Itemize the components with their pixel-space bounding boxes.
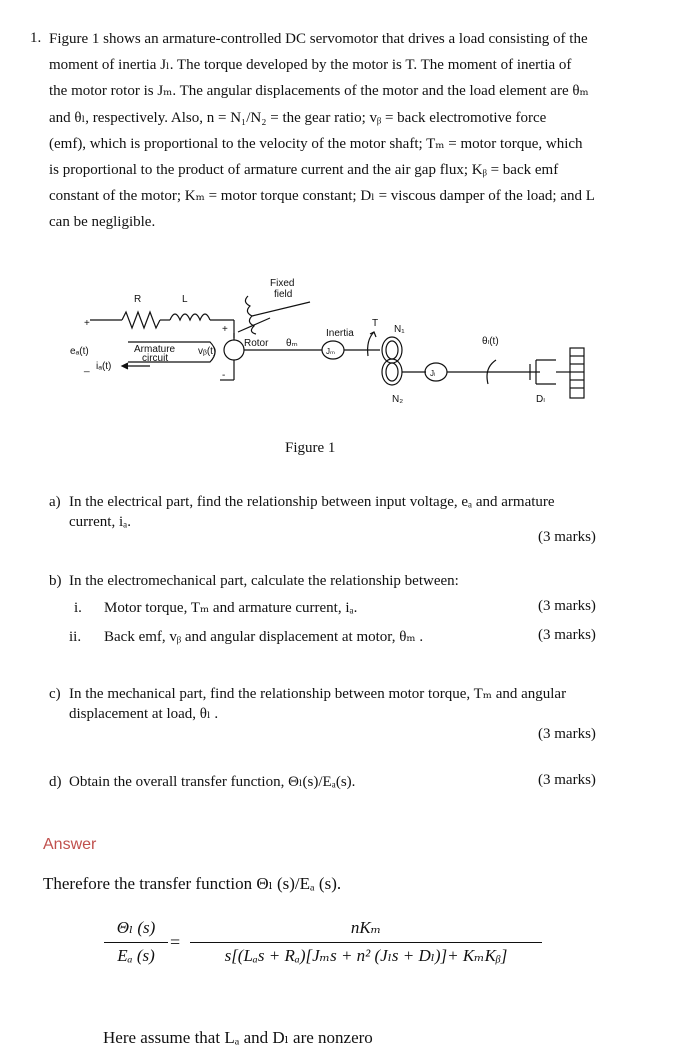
question-line-1: Figure 1 shows an armature-controlled DC servomotor that drives a load consisting of the [49, 31, 588, 47]
label-ea: eₐ(t) [70, 346, 89, 357]
label-fixed: Fixed [270, 278, 295, 289]
answer-heading: Answer [43, 836, 97, 853]
label-t: T [372, 318, 379, 329]
label-field: field [274, 289, 293, 300]
label-vb: vᵦ(t) [198, 346, 217, 357]
question-line-4: and θₗ, respectively. Also, n = N₁/N₂ = the gear ratio; vᵦ = back electromotive force [49, 109, 547, 126]
load-inertia [425, 363, 447, 381]
torque-arrow [368, 332, 374, 356]
question-line-7: constant of the motor; Kₘ = motor torque constant; Dₗ = viscous damper of the load; and L [49, 188, 595, 205]
question-number: 1. [30, 30, 42, 46]
part-a-marks: (3 marks) [538, 529, 596, 545]
part-b-i-marks: (3 marks) [538, 598, 596, 614]
label-dl: Dₗ [536, 394, 545, 405]
label-r: R [134, 294, 142, 305]
rhs-fraction-bar [190, 942, 542, 943]
question-line-2: moment of inertia Jₗ. The torque developed by the motor is T. The moment of inertia of [49, 57, 572, 74]
label-minus-right: - [222, 370, 226, 381]
label-jl: Jₗ [430, 369, 436, 378]
label-l: L [182, 294, 188, 305]
part-b-text: In the electromechanical part, calculate the relationship between: [69, 573, 459, 589]
question-text [49, 26, 609, 236]
part-a-line-2: current, iₐ. [69, 514, 131, 530]
part-d-label: d) [49, 774, 62, 790]
part-c-line-1: In the mechanical part, find the relationship between motor torque, Tₘ and angular [69, 686, 567, 702]
transfer-function-equation [104, 918, 544, 982]
lhs-numerator: Θₗ (s) [116, 918, 156, 937]
assumption-note: Here assume that Lₐ and Dₗ are nonzero [103, 1028, 373, 1047]
question-line-6: is proportional to the product of armature current and the air gap flux; Kᵦ = back emf [49, 162, 559, 179]
part-b-label: b) [49, 573, 62, 589]
part-b-ii-label: ii. [69, 629, 82, 645]
part-b-i-label: i. [74, 600, 82, 616]
transfer-function-statement: Therefore the transfer function Θₗ (s)/Eₐ (s). [43, 874, 342, 893]
figure-caption: Figure 1 [285, 440, 336, 456]
rhs-denominator: s[(Lₐs + Rₐ)[Jₘs + n² (Jₗs + Dₗ)]+ KₘKᵦ] [224, 946, 508, 965]
label-rotor: Rotor [244, 338, 269, 349]
lhs-fraction-bar [104, 942, 168, 943]
servomotor-diagram [70, 268, 590, 418]
part-c-line-2: displacement at load, θₗ . [69, 706, 219, 722]
label-n2: N₂ [392, 394, 404, 405]
label-n1: N₁ [394, 324, 405, 335]
part-b-ii-text: Back emf, vᵦ and angular displacement at motor, θₘ . [104, 629, 424, 645]
label-plus-left: + [84, 318, 90, 329]
part-c-label: c) [49, 686, 61, 702]
part-b-i-text: Motor torque, Tₘ and armature current, iₐ. [104, 600, 358, 616]
rhs-numerator: nKₘ [350, 918, 382, 937]
part-d-marks: (3 marks) [538, 772, 596, 788]
label-theta-l: θₗ(t) [482, 336, 499, 347]
resistor-symbol [122, 312, 160, 328]
question-line-5: (emf), which is proportional to the velocity of the motor shaft; Tₘ = motor torque, which [49, 135, 583, 152]
label-minus-left: _ [84, 362, 90, 373]
part-c-marks: (3 marks) [538, 726, 596, 742]
part-a-text [69, 492, 609, 532]
part-a-line-1: In the electrical part, find the relationship between input voltage, eₐ and armature [69, 494, 555, 510]
part-b-ii-marks: (3 marks) [538, 627, 596, 643]
label-plus-right: + [222, 324, 228, 335]
part-c-text [69, 684, 609, 724]
question-line-3: the motor rotor is Jₘ. The angular displacements of the motor and the load element are θₘ [49, 83, 589, 100]
label-inertia: Inertia [326, 328, 354, 339]
label-armature: Armature [134, 344, 176, 355]
equals-sign: = [170, 932, 181, 952]
label-jm: Jₘ [326, 347, 335, 356]
part-a-label: a) [49, 494, 61, 510]
lhs-denominator: Eₐ (s) [117, 946, 155, 965]
label-circuit: circuit [142, 353, 169, 364]
motor-circle [224, 340, 244, 360]
question-line-8: can be negligible. [49, 214, 156, 231]
label-ia: iₐ(t) [96, 361, 112, 372]
inductor-symbol [170, 314, 210, 320]
part-d-text: Obtain the overall transfer function, Θₗ(s)/Eₐ(s). [69, 774, 356, 790]
label-theta-m: θₘ [286, 338, 298, 349]
